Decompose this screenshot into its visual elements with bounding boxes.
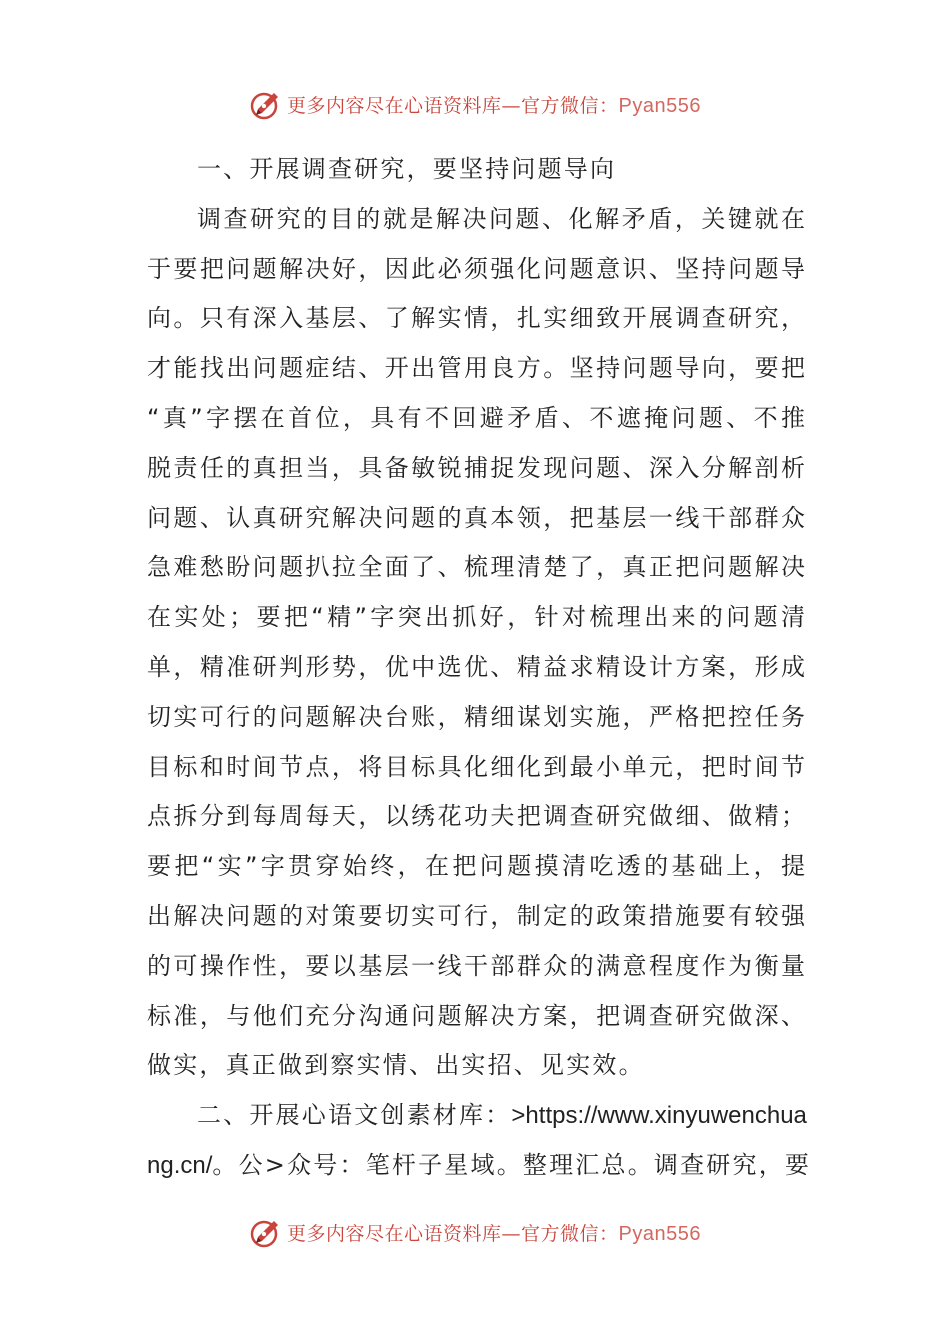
- footer-watermark-banner: [0, 1210, 950, 1254]
- section-2-url-part-2: ng.cn/: [147, 1151, 213, 1179]
- pen-logo-icon: [249, 87, 283, 121]
- paragraph-last-line: 做实，真正做到察实情、出实招、见实效。: [147, 1051, 645, 1080]
- paragraph-line: 点拆分到每周每天，以绣花功夫把调查研究做细、做精；: [147, 802, 805, 831]
- paragraph-line: 切实可行的问题解决台账，精细谋划实施，严格把控任务: [147, 702, 805, 731]
- watermark-text: 更多内容尽在心语资料库—官方微信：Pyan556: [287, 1222, 701, 1245]
- paragraph-line: 要把“实”字贯穿始终，在把问题摸清吃透的基础上，提: [147, 852, 805, 881]
- section-2-url-part-1: >https://www.xinyuwenchua: [511, 1102, 807, 1130]
- wechat-id: Pyan556: [618, 1222, 701, 1245]
- section-2-second-line: [147, 1141, 812, 1191]
- paragraph-line: 单，精准研判形势，优中选优、精益求精设计方案，形成: [147, 652, 805, 681]
- paragraph-line: 出解决问题的对策要切实可行，制定的政策措施要有较强: [147, 901, 805, 930]
- section-1-heading: 一、开展调查研究，要坚持问题导向: [197, 155, 617, 183]
- section-2-prefix: 二、开展心语文创素材库：: [197, 1101, 512, 1130]
- section-2-rest: 。公>众号：笔杆子星域。整理汇总。调查研究，要: [212, 1150, 812, 1179]
- header-watermark-banner: [0, 82, 950, 126]
- paragraph-line: 问题、认真研究解决问题的真本领，把基层一线干部群众: [147, 503, 805, 532]
- paragraph-line: 急难愁盼问题扒拉全面了、梳理清楚了，真正把问题解决: [147, 553, 805, 582]
- pen-logo-icon: [249, 1215, 283, 1249]
- paragraph-line: 的可操作性，要以基层一线干部群众的满意程度作为衡量: [147, 951, 805, 980]
- document-body: [147, 145, 812, 1191]
- paragraph-line: 脱责任的真担当，具备敏锐捕捉发现问题、深入分解剖析: [147, 453, 805, 482]
- paragraph-line: 向。只有深入基层、了解实情，扎实细致开展调查研究，: [147, 304, 805, 333]
- paragraph-line: 才能找出问题症结、开出管用良方。坚持问题导向，要把: [147, 354, 805, 383]
- wechat-id: Pyan556: [618, 94, 701, 117]
- paragraph-line: “真”字摆在首位，具有不回避矛盾、不遮掩问题、不推: [147, 403, 805, 432]
- section-2-heading-line: [147, 1091, 805, 1141]
- paragraph-line: 标准，与他们充分沟通问题解决方案，把调查研究做深、: [147, 1001, 805, 1030]
- watermark-text: 更多内容尽在心语资料库—官方微信：Pyan556: [287, 94, 701, 117]
- paragraph-line: 在实处；要把“精”字突出抓好，针对梳理出来的问题清: [147, 603, 805, 632]
- paragraph-line: 调查研究的目的就是解决问题、化解矛盾，关键就在: [197, 204, 805, 233]
- paragraph-line: 目标和时间节点，将目标具化细化到最小单元，把时间节: [147, 752, 805, 781]
- paragraph-line: 于要把问题解决好，因此必须强化问题意识、坚持问题导: [147, 254, 805, 283]
